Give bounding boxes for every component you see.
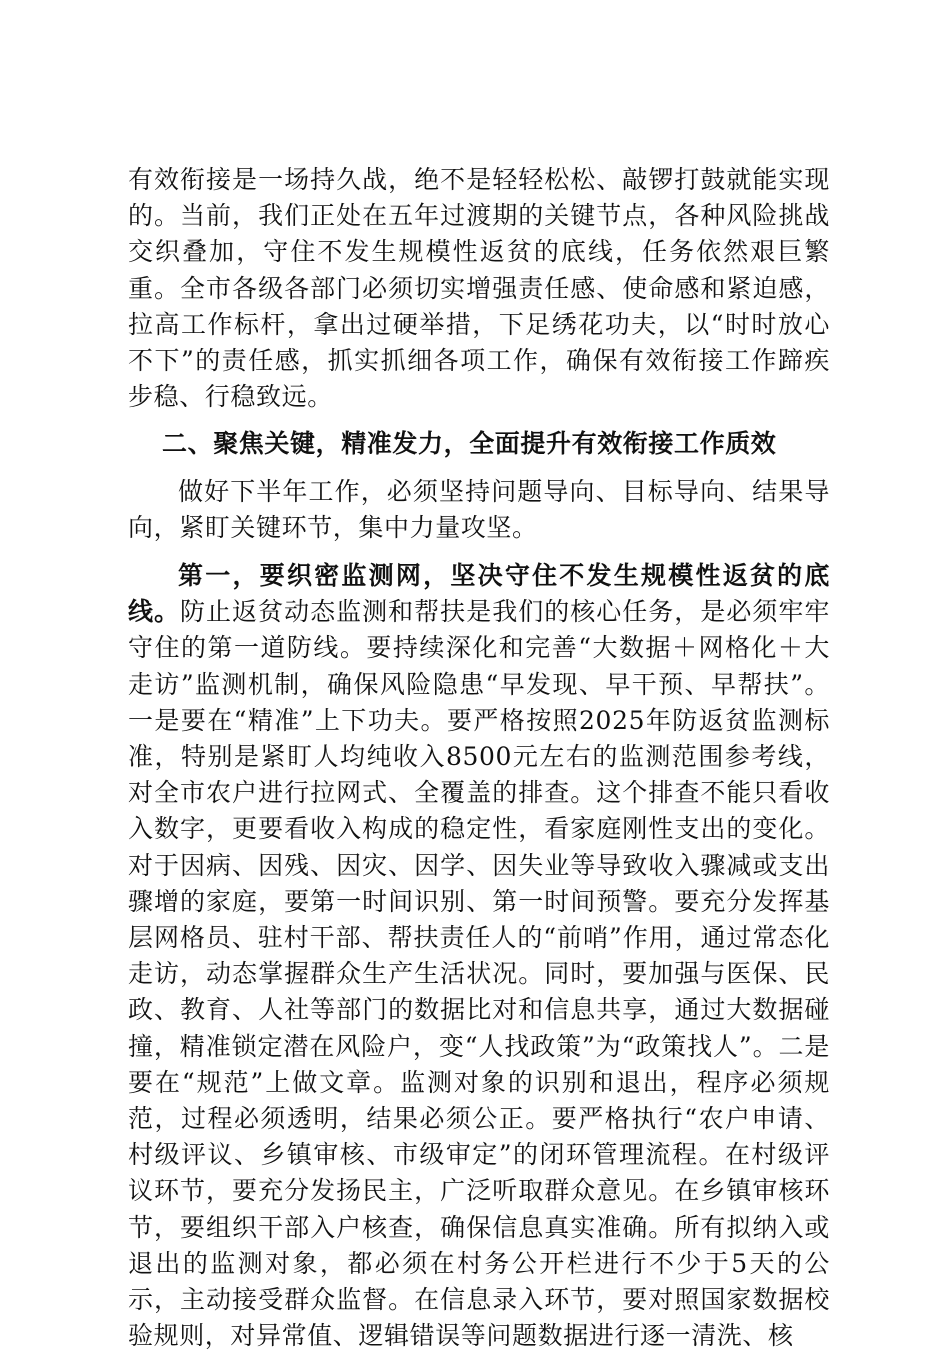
- section-heading-2: 二、聚焦关键，精准发力，全面提升有效衔接工作质效: [162, 429, 777, 459]
- point-1-lead: 第一，要织密监测网，坚决守住不发生规模性返贫的底线。: [128, 561, 830, 627]
- document-body: [128, 162, 830, 1355]
- paragraph-intro: 有效衔接是一场持久战，绝不是轻轻松松、敲锣打鼓就能实现的。当前，我们正处在五年过渡期的关键节点，各种风险挑战交织叠加，守住不发生规模性返贫的底线，任务依然艰巨繁重。全市各级各部门必须切实增强责任感、使命感和紧迫感，拉高工作标杆，拿出过硬举措，下足绣花功夫，以“时时放心不下”的责任感，抓实抓细各项工作，确保有效衔接工作蹄疾步稳、行稳致远。: [128, 165, 830, 412]
- paragraph-point-1: [128, 558, 830, 1354]
- point-1-body: 防止返贫动态监测和帮扶是我们的核心任务，是必须牢牢守住的第一道防线。要持续深化和完善“大数据＋网格化＋大走访”监测机制，确保风险隐患“早发现、早干预、早帮扶”。一是要在“精准”上下功夫。要严格按照2025年防返贫监测标准，特别是紧盯人均纯收入8500元左右的监测范围参考线，对全市农户进行拉网式、全覆盖的排查。这个排查不能只看收入数字，更要看收入构成的稳定性，看家庭刚性支出的变化。对于因病、因残、因灾、因学、因失业等导致收入骤减或支出骤增的家庭，要第一时间识别、第一时间预警。要充分发挥基层网格员、驻村干部、帮扶责任人的“前哨”作用，通过常态化走访，动态掌握群众生产生活状况。同时，要加强与医保、民政、教育、人社等部门的数据比对和信息共享，通过大数据碰撞，精准锁定潜在风险户，变“人找政策”为“政策找人”。二是要在“规范”上做文章。监测对象的识别和退出，程序必须规范，过程必须透明，结果必须公正。要严格执行“农户申请、村级评议、乡镇审核、市级审定”的闭环管理流程。在村级评议环节，要充分发扬民主，广泛听取群众意见。在乡镇审核环节，要组织干部入户核查，确保信息真实准确。所有拟纳入或退出的监测对象，都必须在村务公开栏进行不少于5天的公示，主动接受群众监督。在信息录入环节，要对照国家数据校验规则，对异常值、逻辑错误等问题数据进行逐一清洗、核: [128, 597, 830, 1351]
- paragraph-section-2-intro: 做好下半年工作，必须坚持问题导向、目标导向、结果导向，紧盯关键环节，集中力量攻坚。: [128, 476, 830, 542]
